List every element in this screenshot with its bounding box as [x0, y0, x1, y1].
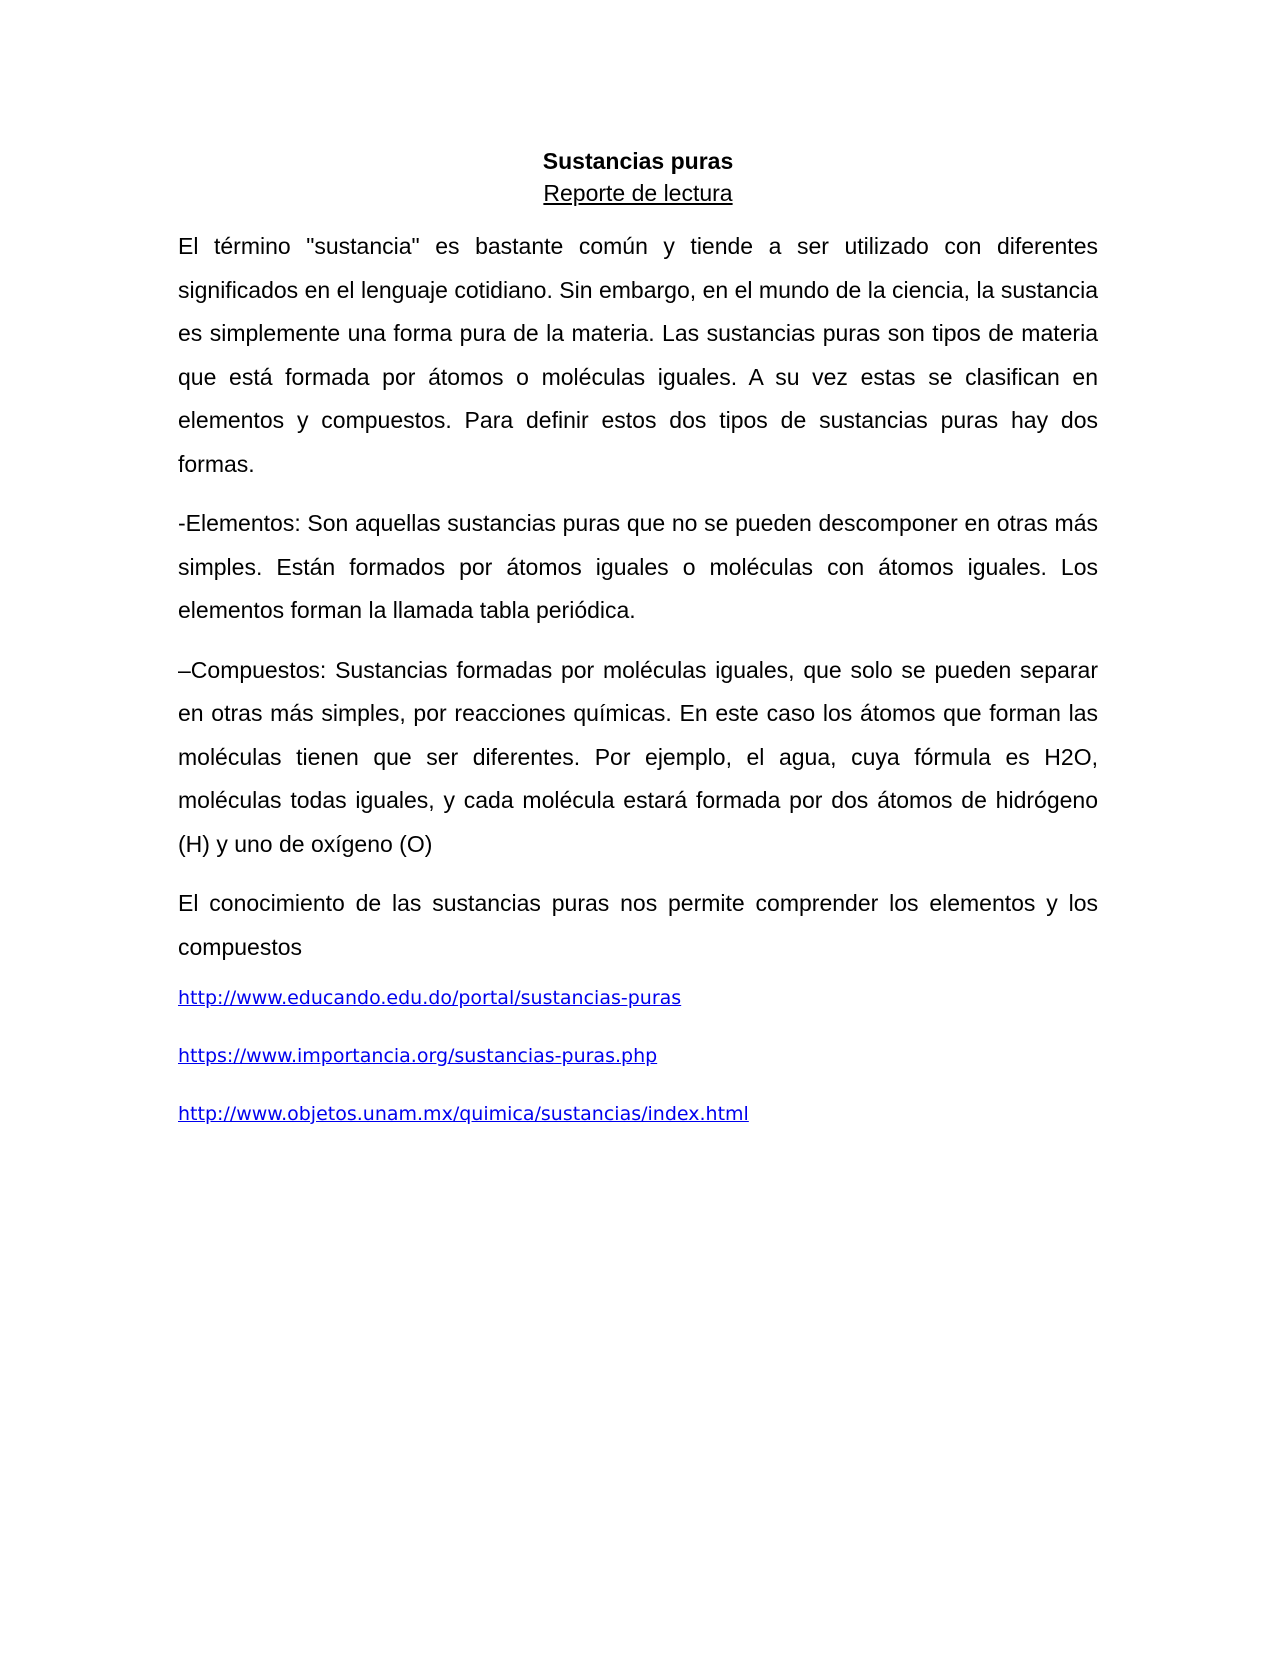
- paragraph-intro: El término "sustancia" es bastante común y tiende a ser utilizado con diferentes significados en el lenguaje cotidiano. Sin embargo, en el mundo de la ciencia, la sustancia es simplemente una forma pura de la materia. Las sustancias puras son tipos de materia que está formada por átomos o moléculas iguales. A su vez estas se clasifican en elementos y compuestos. Para definir estos dos tipos de sustancias puras hay dos formas.: [178, 233, 1098, 477]
- paragraph-elementos: -Elementos: Son aquellas sustancias puras que no se pueden descomponer en otras más simples. Están formados por átomos iguales o moléculas con átomos iguales. Los elementos forman la llamada tabla periódica.: [178, 510, 1098, 623]
- document-page: [178, 145, 1098, 1159]
- reference-link-educando[interactable]: http://www.educando.edu.do/portal/sustancias-puras: [178, 987, 682, 1009]
- reference-link-importancia[interactable]: https://www.importancia.org/sustancias-puras.php: [178, 1045, 658, 1067]
- references-list: [178, 985, 1098, 1127]
- paragraph-compuestos: –Compuestos: Sustancias formadas por moléculas iguales, que solo se pueden separar en otras más simples, por reacciones químicas. En este caso los átomos que forman las moléculas tienen que ser diferentes. Por ejemplo, el agua, cuya fórmula es H2O, moléculas todas iguales, y cada molécula estará formada por dos átomos de hidrógeno (H) y uno de oxígeno (O): [178, 656, 1098, 857]
- document-title: Sustancias puras: [542, 148, 734, 174]
- document-subtitle: Reporte de lectura: [543, 180, 733, 206]
- paragraph-conclusion: El conocimiento de las sustancias puras nos permite comprender los elementos y los compuestos: [178, 890, 1098, 960]
- reference-link-unam[interactable]: http://www.objetos.unam.mx/quimica/sustancias/index.html: [178, 1103, 749, 1125]
